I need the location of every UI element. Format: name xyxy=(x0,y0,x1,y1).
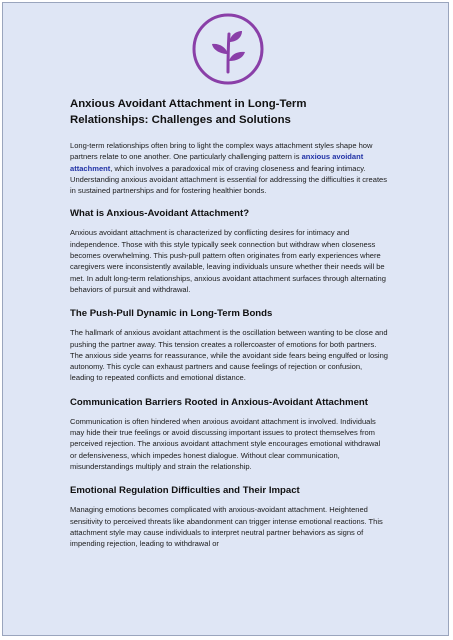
document-page xyxy=(2,2,449,636)
section-heading: Communication Barriers Rooted in Anxious-Avoidant Attachment xyxy=(70,396,368,408)
section-body: The hallmark of anxious avoidant attachment is the oscillation between wanting to be close and pushing the partner away. This tension creates a rollercoaster of emotions for both partners. The anxious side yearns for reassurance, while the avoidant side fears being engulfed or losing autonomy. This cycle can exhaust partners and cause feelings of rejection or confusion, leading to repeated conflicts and emotional distance. xyxy=(70,328,388,383)
article-title: Anxious Avoidant Attachment in Long-Term Relationships: Challenges and Solutions xyxy=(70,98,307,126)
section-body: Managing emotions becomes complicated with anxious-avoidant attachment. Heightened sensitivity to perceived threats like abandonment can trigger intense emotional reactions. This attachment style may cause individuals to interpret neutral partner behaviors as signs of impending rejection, leading to withdrawal or xyxy=(70,505,383,549)
article xyxy=(70,97,388,561)
anxious-avoidant-attachment-link[interactable]: anxious avoidant attachment xyxy=(70,152,364,173)
intro-text-start: Long-term relationships often bring to light the complex ways attachment styles shape how partners relate to one another. One particularly challenging pattern is xyxy=(70,141,373,162)
section-body: Anxious avoidant attachment is characterized by conflicting desires for intimacy and independence. Those with this style typically seek connection but withdraw when closeness becomes overwhelming. This push-pull pattern often originates from early experiences where caregivers were inconsistently available, leaving individuals unsure whether their needs will be met. In adult long-term relationships, anxious avoidant attachment surfaces through alternating behaviors of pursuit and withdrawal. xyxy=(70,228,386,294)
section-heading: Emotional Regulation Difficulties and Their Impact xyxy=(70,485,300,497)
section-body: Communication is often hindered when anxious avoidant attachment is involved. Individuals may hide their true feelings or avoid discussing important issues to protect themselves from perceived rejection. The anxious avoidant attachment style encourages emotional withdrawal or defensiveness, which impedes honest dialogue. Without clear communication, misunderstandings multiply and strain the relationship. xyxy=(70,416,381,471)
intro-text-end: , which involves a paradoxical mix of craving closeness and fearing intimacy. Understanding anxious avoidant attachment is essential for addressing the difficulties it creates in sustained partnerships and for fostering healthier bonds. xyxy=(70,163,388,196)
plant-logo-icon xyxy=(191,12,265,86)
intro-paragraph xyxy=(70,140,388,196)
section-heading: What is Anxious-Avoidant Attachment? xyxy=(70,208,250,220)
section-heading: The Push-Pull Dynamic in Long-Term Bonds xyxy=(70,308,273,320)
